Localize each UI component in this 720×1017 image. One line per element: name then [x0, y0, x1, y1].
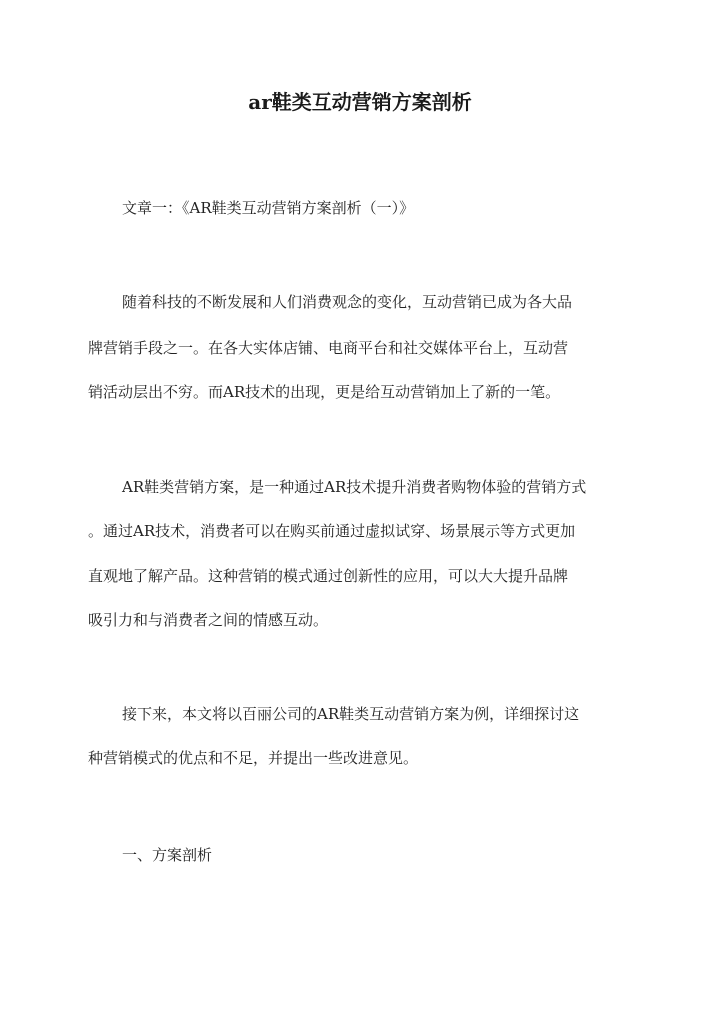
document-title: ar鞋类互动营销方案剖析	[248, 90, 472, 114]
paragraph-2-line-4: 吸引力和与消费者之间的情感互动。	[88, 611, 329, 629]
paragraph-2-line-2: 。通过AR技术，消费者可以在购买前通过虚拟试穿、场景展示等方式更加	[88, 522, 576, 540]
paragraph-3-line-1: 接下来，本文将以百丽公司的AR鞋类互动营销方案为例，详细探讨这	[122, 705, 580, 723]
paragraph-1-line-1: 随着科技的不断发展和人们消费观念的变化，互动营销已成为各大品	[122, 293, 573, 311]
article-subtitle: 文章一：《AR鞋类互动营销方案剖析（一）》	[122, 199, 415, 217]
section-heading: 一、方案剖析	[122, 846, 213, 864]
paragraph-1-line-2: 牌营销手段之一。在各大实体店铺、电商平台和社交媒体平台上，互动营	[88, 339, 569, 357]
paragraph-3-line-2: 种营销模式的优点和不足，并提出一些改进意见。	[88, 749, 419, 767]
paragraph-2-line-1: AR鞋类营销方案，是一种通过AR技术提升消费者购物体验的营销方式	[122, 478, 587, 496]
paragraph-2-line-3: 直观地了解产品。这种营销的模式通过创新性的应用，可以大大提升品牌	[88, 567, 569, 585]
paragraph-1-line-3: 销活动层出不穷。而AR技术的出现，更是给互动营销加上了新的一笔。	[88, 383, 561, 401]
